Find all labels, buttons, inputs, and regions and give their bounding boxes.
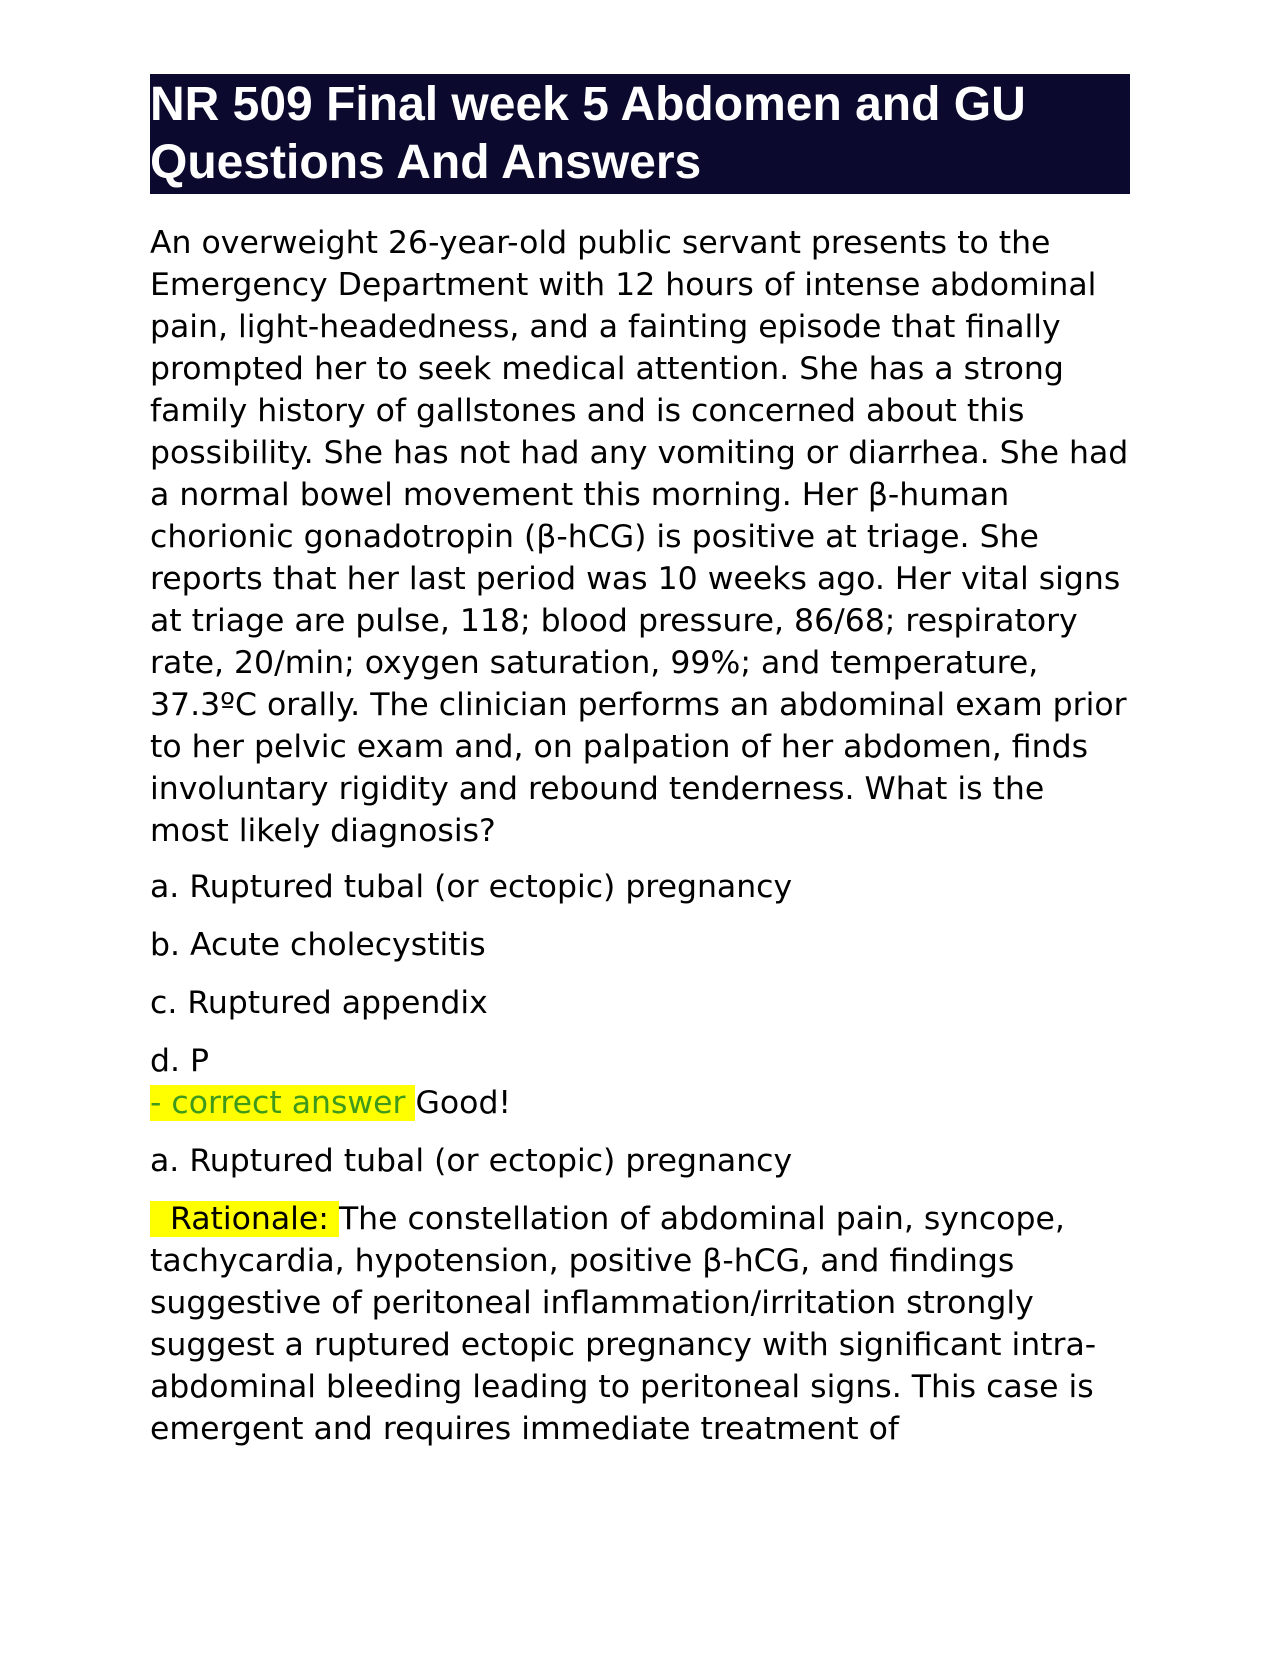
option-b: b. Acute cholecystitis	[150, 927, 486, 963]
rationale-label: Rationale:	[150, 1201, 339, 1237]
correct-answer-line	[150, 1082, 1130, 1124]
title-line-1: NR 509 Final week 5 Abdomen and GU	[150, 78, 1026, 131]
correct-answer-label: - correct answer	[150, 1085, 416, 1121]
title-line-2: Questions And Answers	[150, 136, 702, 189]
answer-text: a. Ruptured tubal (or ectopic) pregnancy	[150, 1143, 793, 1179]
option-a: a. Ruptured tubal (or ectopic) pregnancy	[150, 869, 793, 905]
rationale-paragraph	[150, 1198, 1130, 1450]
question-text: An overweight 26-year-old public servant presents to the Emergency Department with 12 hours of intense abdominal pain, light-headedness, and a fainting episode that finally prompted her to seek medical attention. She has a strong family history of gallstones and is concerned about this possibility. She has not had any vomiting or diarrhea. She had a normal bowel movement this morning. Her β-human chorionic gonadotropin (β-hCG) is positive at triage. She reports that her last period was 10 weeks ago. Her vital signs at triage are pulse, 118; blood pressure, 86/68; respiratory rate, 20/min; oxygen saturation, 99%; and temperature, 37.3ºC orally. The clinician performs an abdominal exam prior to her pelvic exam and, on palpation of her abdomen, finds involuntary rigidity and rebound tenderness. What is the most likely diagnosis?	[150, 225, 1129, 849]
feedback-text: Good!	[415, 1085, 512, 1121]
rationale-text: The constellation of abdominal pain, syncope, tachycardia, hypotension, positive β-hCG, and findings suggestive of peritoneal inflammation/irritation strongly suggest a ruptured ectopic pregnancy with significant intra-abdominal bleeding leading to peritoneal signs. This case is emergent and requires immediate treatment of	[150, 1201, 1097, 1447]
option-c: c. Ruptured appendix	[150, 985, 488, 1021]
document-page	[150, 74, 1130, 1464]
option-d: d. P	[150, 1043, 210, 1079]
document-title	[150, 74, 1130, 194]
